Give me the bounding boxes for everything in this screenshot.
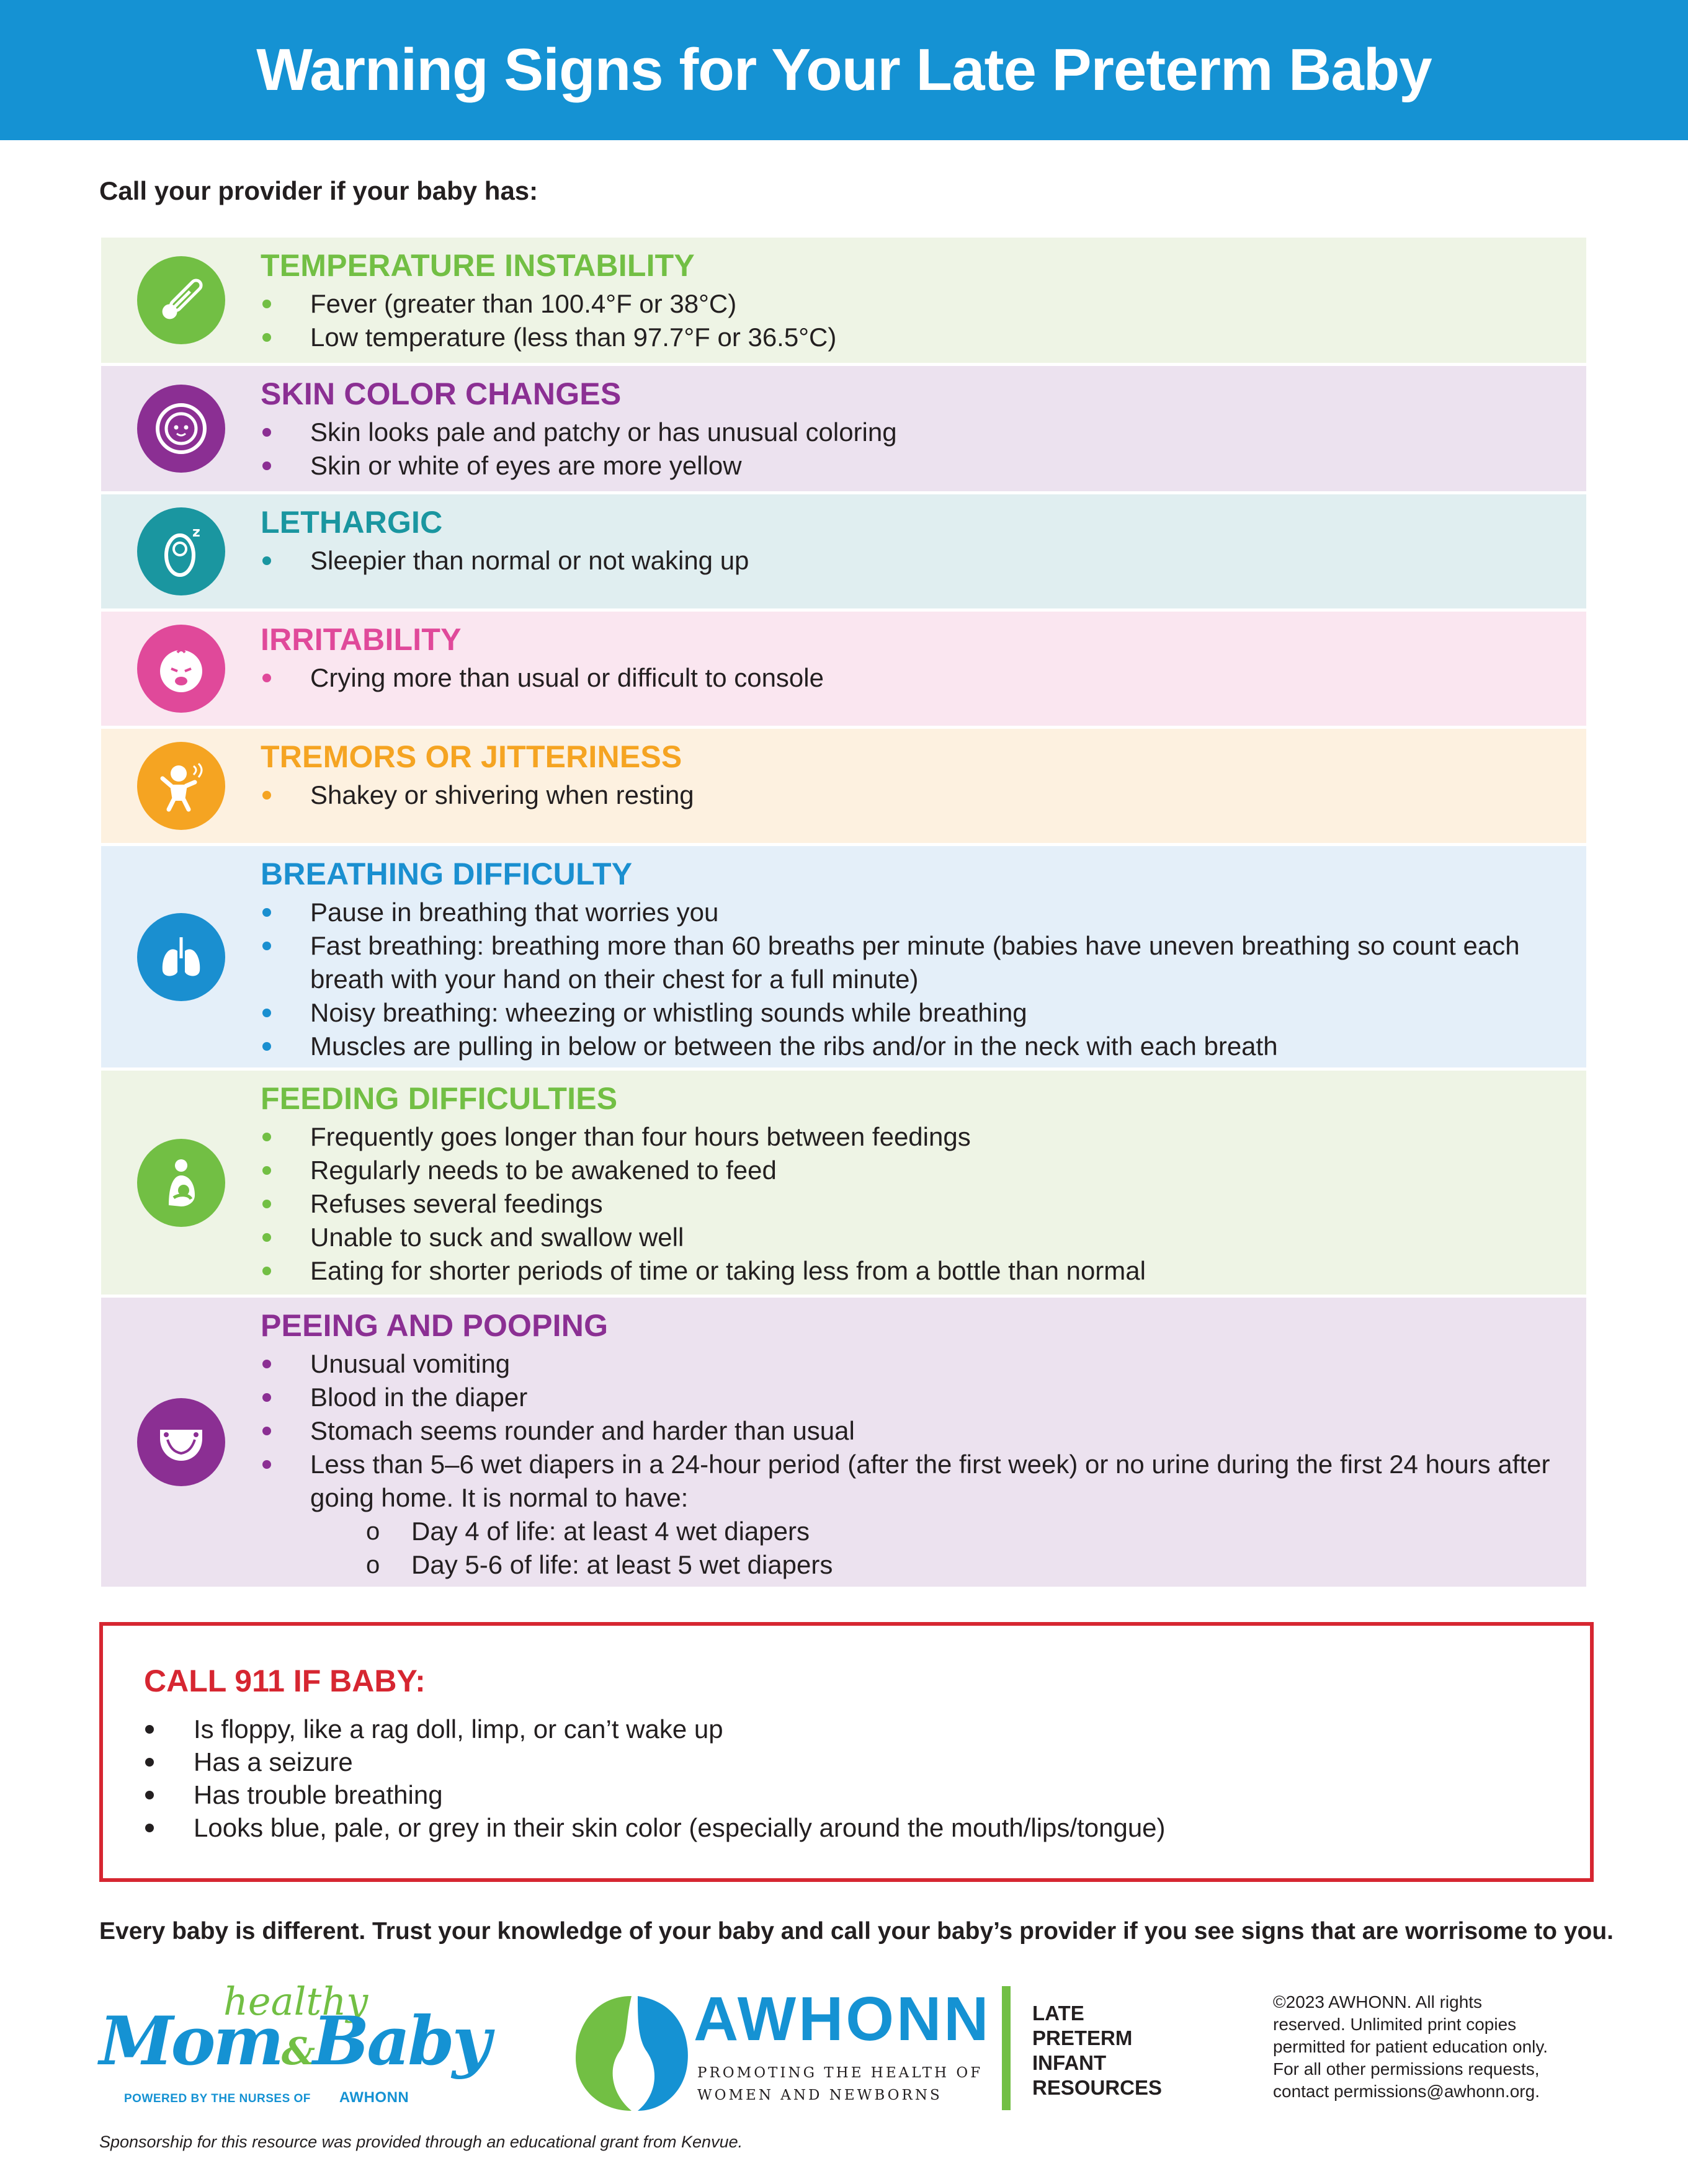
footer (0, 1960, 1688, 2121)
list-item: Skin or white of eyes are more yellow (261, 449, 1574, 483)
section-title: PEEING AND POOPING (261, 1308, 609, 1343)
call-911-title: CALL 911 IF BABY: (144, 1664, 426, 1698)
sponsorship-note: Sponsorship for this resource was provided through an educational grant from Kenvue. (99, 2133, 743, 2151)
section-peeing-pooping (101, 1298, 1586, 1587)
list-item: Frequently goes longer than four hours between feedings (261, 1120, 1574, 1154)
copyright-notice: ©2023 AWHONN. All rights reserved. Unlimited print copies permitted for patient education only. For all other permissions requests, contact permissions@awhonn.org. (1273, 1992, 1548, 2101)
section-title: BREATHING DIFFICULTY (261, 857, 633, 891)
section-breathing (101, 846, 1586, 1067)
awhonn-tagline: PROMOTING THE HEALTH OF WOMEN AND NEWBORNS (697, 2065, 983, 2103)
logo-mom-baby-text: Mom&Baby (99, 2002, 489, 2080)
list-item: Stomach seems rounder and harder than usual (261, 1414, 1574, 1448)
logo-powered-by: POWERED BY THE NURSES OF AWHONN (124, 2089, 409, 2106)
section-title: SKIN COLOR CHANGES (261, 377, 622, 411)
list-item: Looks blue, pale, or grey in their skin color (especially around the mouth/lips/tongue) (144, 1811, 1590, 1844)
breastfeeding-icon (137, 1139, 225, 1227)
late-preterm-infant-resources: LATE PRETERM INFANT RESOURCES (1032, 2002, 1163, 2099)
list-item: Low temperature (less than 97.7°F or 36.5°C) (261, 321, 1574, 354)
sub-list-item: o Day 4 of life: at least 4 wet diapers (261, 1515, 1574, 1548)
section-title: IRRITABILITY (261, 622, 462, 657)
sub-list-item: o Day 5-6 of life: at least 5 wet diapers (261, 1548, 1574, 1582)
diaper-icon (137, 1398, 225, 1486)
trust-statement: Every baby is different. Trust your knowledge of your baby and call your baby’s provider if you see signs that are worrisome to you. (99, 1918, 1614, 1945)
baby-face-icon (137, 385, 225, 473)
call-911-box (99, 1622, 1594, 1882)
list-item: Crying more than usual or difficult to console (261, 661, 1574, 695)
list-item: Unable to suck and swallow well (261, 1221, 1574, 1254)
sleeping-baby-icon (137, 507, 225, 595)
list-item: Skin looks pale and patchy or has unusual coloring (261, 416, 1574, 449)
list-item: Eating for shorter periods of time or taking less from a bottle than normal (261, 1254, 1574, 1288)
intro-text: Call your provider if your baby has: (99, 176, 538, 205)
svg-text:z: z (192, 525, 200, 540)
list-item: Has a seizure (144, 1745, 1590, 1778)
section-tremors (101, 729, 1586, 843)
logo-healthy-text: healthy (223, 1979, 368, 2024)
divider (1002, 1986, 1011, 2110)
list-item: Shakey or shivering when resting (261, 778, 1574, 812)
list-item: Refuses several feedings (261, 1187, 1574, 1221)
awhonn-name: AWHONN (694, 1984, 991, 2054)
list-item: Is floppy, like a rag doll, limp, or can’t wake up (144, 1713, 1590, 1745)
thermometer-icon (137, 256, 225, 344)
section-irritability (101, 612, 1586, 726)
crying-baby-icon (137, 625, 225, 713)
list-item: Less than 5–6 wet diapers in a 24-hour period (after the first week) or no urine during the first 24 hours after going home. It is normal to have: (261, 1448, 1574, 1515)
list-item: Has trouble breathing (144, 1778, 1590, 1811)
awhonn-logo (569, 1977, 1177, 2120)
list-item: Blood in the diaper (261, 1381, 1574, 1414)
list-item: Fever (greater than 100.4°F or 38°C) (261, 287, 1574, 321)
section-feeding (101, 1071, 1586, 1295)
lungs-icon (137, 913, 225, 1001)
list-item: Fast breathing: breathing more than 60 breaths per minute (babies have uneven breathing so count each breath with your hand on their chest for a full minute) (261, 929, 1574, 996)
section-title: TEMPERATURE INSTABILITY (261, 248, 695, 283)
section-temperature (101, 238, 1586, 363)
section-title: FEEDING DIFFICULTIES (261, 1081, 618, 1116)
awhonn-profile-icon (569, 1990, 694, 2114)
list-item: Pause in breathing that worries you (261, 896, 1574, 929)
list-item: Sleepier than normal or not waking up (261, 544, 1574, 577)
healthy-mom-baby-logo (99, 1979, 489, 2115)
section-title: LETHARGIC (261, 505, 443, 540)
list-item: Unusual vomiting (261, 1347, 1574, 1381)
section-lethargic (101, 494, 1586, 608)
section-skin-color (101, 366, 1586, 491)
section-title: TREMORS OR JITTERINESS (261, 739, 682, 774)
warning-sections (101, 238, 1586, 1590)
list-item: Regularly needs to be awakened to feed (261, 1154, 1574, 1187)
shaking-baby-icon (137, 742, 225, 830)
page-title: Warning Signs for Your Late Preterm Baby (256, 37, 1432, 103)
list-item: Noisy breathing: wheezing or whistling sounds while breathing (261, 996, 1574, 1030)
list-item: Muscles are pulling in below or between the ribs and/or in the neck with each breath (261, 1030, 1574, 1063)
page-header (0, 0, 1688, 140)
